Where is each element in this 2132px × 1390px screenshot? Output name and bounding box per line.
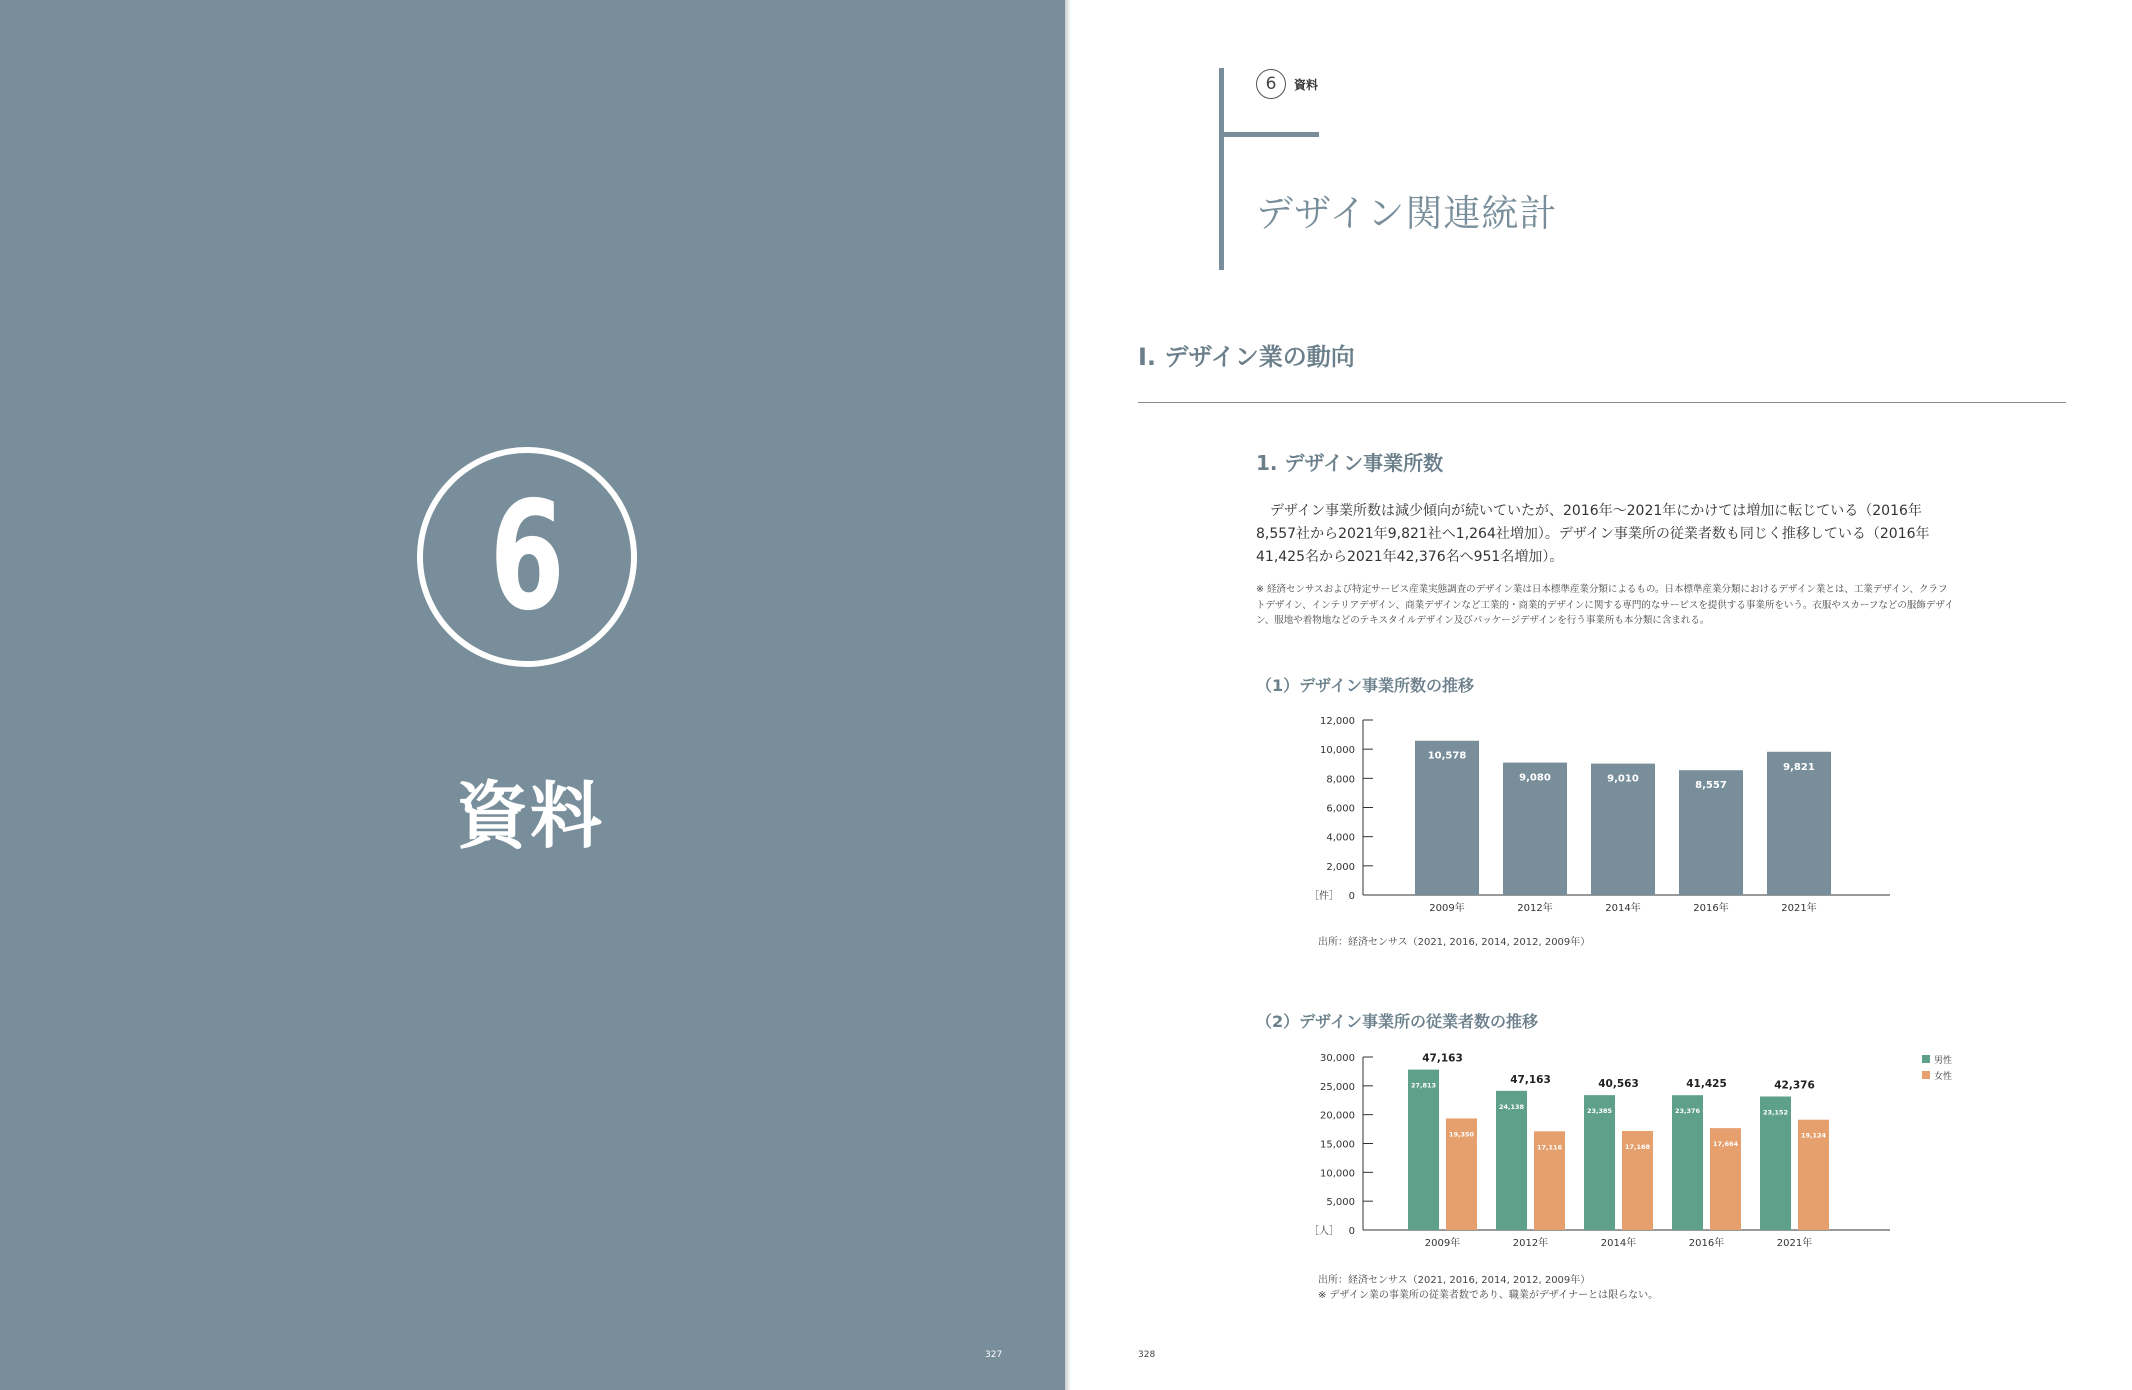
total-label: 47,163 xyxy=(1422,1052,1463,1065)
bar-value-label: 19,124 xyxy=(1800,1131,1827,1140)
chapter-number: 6 xyxy=(489,470,565,644)
bar-value-label: 23,376 xyxy=(1674,1107,1701,1116)
bar-male xyxy=(1584,1095,1615,1230)
bar-value-label: 9,080 xyxy=(1519,772,1551,784)
legend-label: 男性 xyxy=(1934,1056,1953,1066)
book-gutter xyxy=(1065,0,1071,1390)
bar-value-label: 24,138 xyxy=(1498,1102,1525,1111)
page-title: デザイン関連統計 xyxy=(1256,192,1558,235)
total-label: 47,163 xyxy=(1510,1073,1551,1086)
page-number-left: 327 xyxy=(985,1350,1003,1360)
x-tick-label: 2014年 xyxy=(1600,1238,1637,1249)
y-tick-label: 4,000 xyxy=(1326,832,1355,844)
bar-value-label: 17,168 xyxy=(1624,1142,1651,1151)
chapter-title: 資料 xyxy=(455,774,604,858)
y-tick-label: 25,000 xyxy=(1320,1081,1355,1093)
header-chapter-number: 6 xyxy=(1265,74,1277,94)
body-paragraph: デザイン事業所数は減少傾向が続いていたが、2016年～2021年にかけては増加に転じている（2016年8,557社から2021年9,821社へ1,264社増加）。デザイン事業所の従業者数も同じく推移している（2016年41,425名から2021年42,376名へ951名増加）。 xyxy=(1256,503,1930,565)
total-label: 40,563 xyxy=(1598,1078,1639,1091)
bar-value-label: 27,813 xyxy=(1410,1081,1437,1090)
bar-value-label: 17,664 xyxy=(1712,1140,1739,1149)
chart2-source: 出所：経済センサス（2021, 2016, 2014, 2012, 2009年） xyxy=(1318,1275,1591,1286)
chapter-number-circle xyxy=(417,447,637,667)
header-horizontal-rule xyxy=(1219,132,1319,137)
page-number-right: 328 xyxy=(1138,1350,1156,1360)
bar xyxy=(1767,752,1831,895)
bar-value-label: 8,557 xyxy=(1695,780,1727,792)
y-tick-label: 6,000 xyxy=(1326,803,1355,815)
total-label: 41,425 xyxy=(1686,1078,1727,1091)
y-tick-label: 15,000 xyxy=(1320,1139,1355,1151)
bar-value-label: 9,010 xyxy=(1607,773,1639,785)
section-divider xyxy=(1138,402,2066,403)
chart1-source: 出所：経済センサス（2021, 2016, 2014, 2012, 2009年） xyxy=(1318,937,1591,948)
x-tick-label: 2009年 xyxy=(1429,903,1465,914)
y-tick-label: 30,000 xyxy=(1320,1053,1355,1064)
y-axis-label: ［件］ xyxy=(1309,891,1339,902)
x-tick-label: 2012年 xyxy=(1512,1238,1549,1249)
header-chapter-label: 資料 xyxy=(1294,78,1319,92)
bar xyxy=(1415,741,1479,895)
bar-value-label: 9,821 xyxy=(1783,761,1815,773)
bar-value-label: 23,385 xyxy=(1586,1107,1613,1116)
bar-male xyxy=(1496,1091,1527,1230)
x-tick-label: 2016年 xyxy=(1693,903,1729,914)
chart1-title: （1）デザイン事業所数の推移 xyxy=(1256,676,1475,695)
y-tick-label: 0 xyxy=(1348,1226,1355,1237)
y-tick-label: 2,000 xyxy=(1326,861,1355,873)
bar-value-label: 19,350 xyxy=(1448,1130,1475,1139)
y-tick-label: 0 xyxy=(1348,891,1355,902)
bar-male xyxy=(1760,1096,1791,1230)
x-tick-label: 2021年 xyxy=(1781,903,1817,914)
section-title: I. デザイン業の動向 xyxy=(1138,343,1355,371)
y-tick-label: 10,000 xyxy=(1320,745,1355,757)
header-vertical-rule xyxy=(1219,68,1224,270)
legend-swatch xyxy=(1922,1071,1930,1079)
chapter-cover-page xyxy=(0,0,1065,1390)
y-tick-label: 12,000 xyxy=(1320,716,1355,727)
x-tick-label: 2009年 xyxy=(1424,1238,1461,1249)
office-count-bar-chart xyxy=(1300,705,1900,925)
bar-male xyxy=(1408,1070,1439,1230)
y-tick-label: 5,000 xyxy=(1326,1197,1355,1209)
chart2-note: ※ デザイン業の事業所の従業者数であり、職業がデザイナーとは限らない。 xyxy=(1318,1290,1659,1301)
total-label: 42,376 xyxy=(1774,1079,1815,1092)
bar-value-label: 23,152 xyxy=(1762,1108,1789,1117)
header-chapter-circle xyxy=(1256,69,1286,99)
chart2-title: （2）デザイン事業所の従業者数の推移 xyxy=(1256,1012,1539,1031)
x-tick-label: 2021年 xyxy=(1776,1238,1813,1249)
x-tick-label: 2012年 xyxy=(1517,903,1553,914)
bar-male xyxy=(1672,1095,1703,1230)
x-tick-label: 2014年 xyxy=(1605,903,1641,914)
employee-count-bar-chart xyxy=(1300,1040,1980,1260)
subsection-title: 1. デザイン事業所数 xyxy=(1256,451,1444,475)
y-axis-label: ［人］ xyxy=(1309,1226,1339,1237)
bar-value-label: 17,116 xyxy=(1536,1143,1563,1152)
legend-swatch xyxy=(1922,1055,1930,1063)
x-tick-label: 2016年 xyxy=(1688,1238,1725,1249)
y-tick-label: 8,000 xyxy=(1326,774,1355,786)
y-tick-label: 20,000 xyxy=(1320,1110,1355,1122)
legend-label: 女性 xyxy=(1934,1072,1953,1082)
y-tick-label: 10,000 xyxy=(1320,1168,1355,1180)
footnote: ※ 経済センサスおよび特定サービス産業実態調査のデザイン業は日本標準産業分類によるもの。日本標準産業分類におけるデザイン業とは、工業デザイン、クラフトデザイン、インテリアデザイン、商業デザインなど工業的・商業的デザインに関する専門的なサービスを提供する事業所をいう。衣服やスカーフなどの服飾デザイン、服地や着物地などのテキスタイルデザイン及びパッケージデザインを行う事業所も本分類に含まれる。 xyxy=(1256,584,1954,626)
bar-value-label: 10,578 xyxy=(1427,750,1467,762)
